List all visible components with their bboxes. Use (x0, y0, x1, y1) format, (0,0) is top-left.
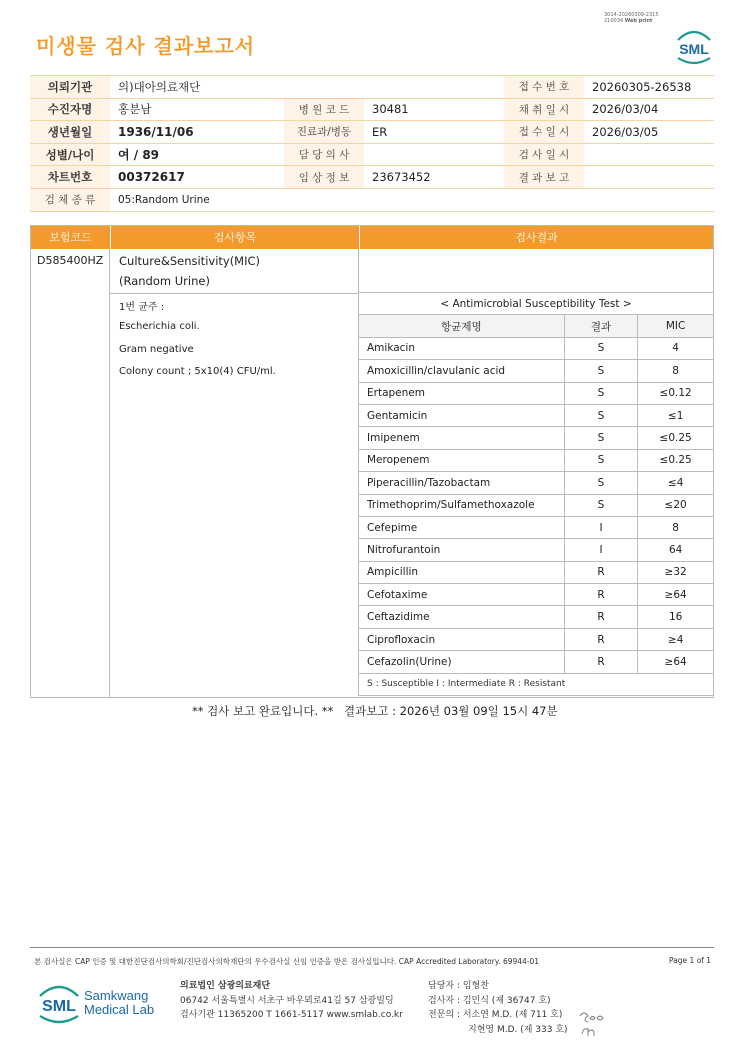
info-label: 진료과/병동 (284, 121, 364, 144)
info-row (30, 121, 714, 144)
org-contact: 검사기관 11365200 T 1661-5117 www.smlab.co.kr (180, 1010, 403, 1020)
info-label: 접 수 번 호 (504, 76, 584, 99)
ast-legend: S : Susceptible I : Intermediate R : Resistant (359, 673, 714, 695)
susceptibility-result: S (564, 494, 638, 516)
drug-name: Amikacin (359, 337, 565, 359)
mic-value: 64 (638, 539, 714, 561)
organism-name: Escherichia coli. (119, 321, 200, 332)
report-time: 결과보고 : 2026년 03월 09일 15시 47분 (344, 704, 558, 718)
info-value (364, 143, 504, 166)
table-row (359, 472, 714, 494)
info-value: 홍분남 (110, 98, 284, 121)
report-complete-text: ** 검사 보고 완료입니다. ** (192, 704, 334, 718)
table-row (359, 449, 714, 471)
table-row (359, 382, 714, 404)
print-code (604, 12, 694, 24)
tester-name: 김민식 (제 36747 호) (462, 995, 551, 1006)
drug-name: Cefepime (359, 516, 565, 538)
mic-value: ≥32 (638, 561, 714, 583)
info-value (584, 166, 714, 189)
company-name-1: Samkwang (84, 988, 149, 1003)
info-value: 2026/03/05 (584, 121, 714, 144)
drug-name: Cefazolin(Urine) (359, 651, 565, 673)
table-row (359, 606, 714, 628)
sml-logo-text: SML (679, 41, 709, 57)
sml-footer-logo-icon (36, 980, 82, 1026)
table-row (359, 404, 714, 426)
col-header-item: 검사항목 (110, 226, 359, 249)
table-row (359, 427, 714, 449)
print-code-2: 210034 (604, 18, 624, 24)
ast-table (358, 292, 714, 696)
info-value: 00372617 (110, 166, 284, 189)
info-label: 성별/나이 (30, 143, 110, 166)
info-value: 2026/03/04 (584, 98, 714, 121)
info-value: 의)대아의료재단 (110, 76, 504, 99)
info-label: 담 당 의 사 (284, 143, 364, 166)
table-row (359, 628, 714, 650)
susceptibility-result: S (564, 337, 638, 359)
mic-value: ≥64 (638, 584, 714, 606)
company-logo-name (84, 989, 154, 1017)
info-label: 검 체 종 류 (30, 188, 110, 211)
ast-header-result: 결과 (564, 315, 638, 337)
susceptibility-result: R (564, 651, 638, 673)
table-row (359, 360, 714, 382)
info-label: 병 원 코 드 (284, 98, 364, 121)
info-value: ER (364, 121, 504, 144)
org-name: 의료법인 삼광의료재단 (180, 981, 271, 991)
susceptibility-result: S (564, 449, 638, 471)
print-mode: Web print (624, 18, 653, 24)
susceptibility-result: I (564, 516, 638, 538)
drug-name: Imipenem (359, 427, 565, 449)
drug-name: Ceftazidime (359, 606, 565, 628)
mic-value: ≤0.25 (638, 427, 714, 449)
org-info (180, 979, 403, 1023)
mic-value: 4 (638, 337, 714, 359)
info-label: 결 과 보 고 (504, 166, 584, 189)
info-value: 20260305-26538 (584, 76, 714, 99)
info-label: 수진자명 (30, 98, 110, 121)
drug-name: Ampicillin (359, 561, 565, 583)
susceptibility-result: R (564, 606, 638, 628)
mic-value: ≤20 (638, 494, 714, 516)
info-row (30, 143, 714, 166)
mic-value: ≤0.25 (638, 449, 714, 471)
drug-name: Amoxicillin/clavulanic acid (359, 360, 565, 382)
report-title: 미생물 검사 결과보고서 (36, 34, 256, 58)
info-label: 생년월일 (30, 121, 110, 144)
insurance-code: D585400HZ (37, 254, 104, 267)
org-address: 06742 서울특별시 서초구 바우뫼로41길 57 삼광빌딩 (180, 995, 394, 1006)
ast-legend-row (359, 673, 714, 695)
ast-title-row (359, 293, 714, 315)
info-value (584, 143, 714, 166)
expert-label: 전문의 : (428, 1010, 460, 1020)
table-row (359, 539, 714, 561)
info-label: 접 수 일 시 (504, 121, 584, 144)
ast-header-row (359, 315, 714, 337)
info-value: 05:Random Urine (110, 188, 714, 211)
info-value: 30481 (364, 98, 504, 121)
info-row (30, 188, 714, 211)
drug-name: Cefotaxime (359, 584, 565, 606)
info-row (30, 98, 714, 121)
cert-text: 본 검사실은 CAP 인증 및 대한진단검사의학회/진단검사의학재단의 우수검사실 신임 인증을 받은 검사실입니다. CAP Accredited Laboratory. 69944-01 (34, 957, 540, 966)
table-row (359, 494, 714, 516)
divider (109, 249, 110, 697)
staff-name: 임형찬 (462, 981, 489, 991)
susceptibility-result: I (564, 539, 638, 561)
mic-value: 16 (638, 606, 714, 628)
staff-label: 담당자 : (428, 981, 460, 991)
mic-value: ≤4 (638, 472, 714, 494)
info-label: 의뢰기관 (30, 76, 110, 99)
test-name: Culture&Sensitivity(MIC) (119, 254, 261, 268)
table-row (359, 651, 714, 673)
expert-name-1: 서소연 M.D. (제 711 호) (462, 1010, 563, 1020)
drug-name: Piperacillin/Tazobactam (359, 472, 565, 494)
sml-footer-logo-text: SML (42, 998, 76, 1015)
table-row (359, 561, 714, 583)
col-header-result: 검사결과 (359, 226, 713, 249)
susceptibility-result: R (564, 628, 638, 650)
info-row (30, 166, 714, 189)
test-specimen: (Random Urine) (119, 274, 210, 288)
susceptibility-result: S (564, 472, 638, 494)
print-code-1: 3014-20260309-2315 (604, 12, 659, 18)
ast-title: < Antimicrobial Susceptibility Test > (359, 293, 714, 315)
mic-value: ≥4 (638, 628, 714, 650)
col-header-code: 보험코드 (31, 226, 110, 249)
susceptibility-result: S (564, 382, 638, 404)
table-row (359, 516, 714, 538)
susceptibility-result: S (564, 427, 638, 449)
info-row (30, 76, 714, 99)
tester-label: 검사자 : (428, 995, 460, 1006)
info-label: 채 취 일 시 (504, 98, 584, 121)
company-name-2: Medical Lab (84, 1002, 155, 1017)
signature-icon (576, 1008, 610, 1040)
info-value: 23673452 (364, 166, 504, 189)
table-row (359, 584, 714, 606)
table-row (359, 337, 714, 359)
sml-logo-icon (672, 26, 716, 66)
drug-name: Ertapenem (359, 382, 565, 404)
drug-name: Gentamicin (359, 404, 565, 426)
susceptibility-result: R (564, 584, 638, 606)
ast-header-mic: MIC (638, 315, 714, 337)
info-value: 1936/11/06 (110, 121, 284, 144)
patient-info-table (30, 75, 714, 212)
gram-stain: Gram negative (119, 344, 194, 355)
drug-name: Meropenem (359, 449, 565, 471)
colony-count: Colony count ; 5x10(4) CFU/ml. (119, 366, 276, 377)
organism-label: 1번 균주 : (119, 302, 165, 313)
info-label: 차트번호 (30, 166, 110, 189)
divider (358, 249, 359, 293)
drug-name: Trimethoprim/Sulfamethoxazole (359, 494, 565, 516)
mic-value: ≤0.12 (638, 382, 714, 404)
mic-value: 8 (638, 360, 714, 382)
susceptibility-result: S (564, 404, 638, 426)
info-value: 여 / 89 (110, 143, 284, 166)
ast-header-drug: 항균제명 (359, 315, 565, 337)
info-label: 임 상 정 보 (284, 166, 364, 189)
staff-info (428, 979, 568, 1037)
info-label: 검 사 일 시 (504, 143, 584, 166)
drug-name: Ciprofloxacin (359, 628, 565, 650)
susceptibility-result: S (564, 360, 638, 382)
drug-name: Nitrofurantoin (359, 539, 565, 561)
page-number: Page 1 of 1 (669, 956, 712, 965)
expert-name-2: 지현영 M.D. (제 333 호) (468, 1024, 568, 1035)
footer-divider (30, 947, 714, 948)
susceptibility-result: R (564, 561, 638, 583)
mic-value: ≤1 (638, 404, 714, 426)
mic-value: 8 (638, 516, 714, 538)
mic-value: ≥64 (638, 651, 714, 673)
